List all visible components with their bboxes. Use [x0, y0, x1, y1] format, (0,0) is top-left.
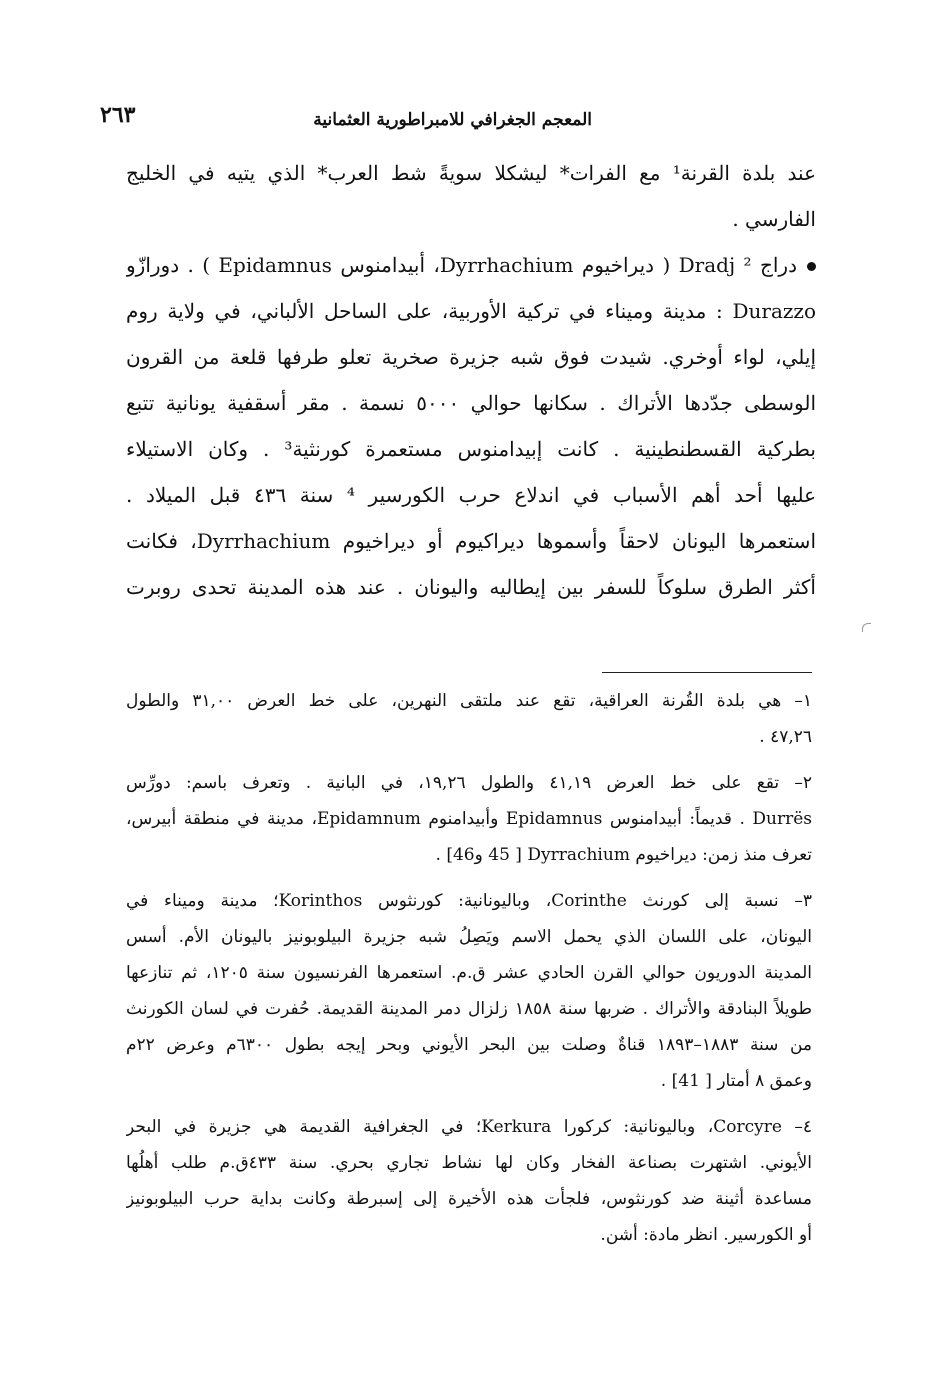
footnote-line: المدينة الدوريون حوالي القرن الحادي عشر ق.م. استعمرها الفرنسيون سنة ١٢٠٥، ثم تنازعها: [126, 963, 812, 983]
page-header: [100, 100, 812, 136]
footnote-line: تعرف منذ زمن: ديراخيوم Dyrrachium [ 45 و46] .: [435, 845, 812, 865]
footnotes: [126, 683, 812, 1263]
footnote-line: طويلاً البنادقة والأتراك . ضربها سنة ١٨٥٨ زلزال دمر المدينة القديمة. حُفرت في لسان الكورنث: [126, 999, 812, 1019]
text-line: إيلي، لواء أوخري. شيدت فوق شبه جزيرة صخرية تعلو طرفها قلعة من القرون: [126, 345, 816, 369]
footnote-line: مساعدة أثينة ضد كورنثوس، فلجأت هذه الأخيرة إلى إسبرطة وكانت بداية حرب البيلوبونيز: [126, 1189, 812, 1209]
footnote-1: [126, 683, 812, 755]
text-line: عليها أحد أهم الأسباب في اندلاع حرب الكورسير ⁴ سنة ٤٣٦ قبل الميلاد .: [126, 483, 816, 507]
footnote-line: الأيوني. اشتهرت بصناعة الفخار وكان لها نشاط تجاري بحري. سنة ٤٣٣ق.م طلب أهلُها: [126, 1153, 812, 1173]
text-line: استعمرها اليونان لاحقاً وأسموها ديراكيوم أو ديراخيوم Dyrrhachium، فكانت: [126, 529, 816, 553]
footnote-2: [126, 765, 812, 873]
text-line: الفارسي .: [732, 207, 816, 231]
text-line: الوسطى جدّدها الأتراك . سكانها حوالي ٥٠٠٠ نسمة . مقر أسقفية يونانية تتبع: [126, 391, 816, 415]
footnote-line: Durrës . قديماً: أبيدامنوس Epidamnus وأبيدامنوم Epidamnum، مدينة في منطقة أبيرس،: [126, 809, 812, 829]
entry-heading-text: دراج Dradj ² ( ديراخيوم Dyrrhachium، أبيدامنوس Epidamnus ) . دورازّو: [126, 253, 797, 277]
text-line: أكثر الطرق سلوكاً للسفر بين إيطاليه واليونان . عند هذه المدينة تحدى روبرت: [126, 575, 816, 599]
main-text: [126, 150, 816, 610]
footnote-line: ١– هي بلدة القُرنة العراقية، تقع عند ملتقى النهرين، على خط العرض ٣١,٠٠ والطول: [126, 691, 812, 711]
page-number: ٢٦٣: [100, 102, 136, 128]
footnote-3: [126, 883, 812, 1099]
footnote-line: أو الكورسير. انظر مادة: أشن.: [600, 1225, 812, 1245]
footnote-line: ٣– نسبة إلى كورنث Corinthe، وباليونانية: كورنثوس Korinthos؛ مدينة وميناء في: [126, 891, 812, 911]
footnote-line: اليونان، على اللسان الذي يحمل الاسم ويَصِلُ شبه جزيرة البيلوبونيز باليونان الأم. أسس: [126, 927, 812, 947]
footnote-divider: [602, 672, 812, 673]
running-title: المعجم الجغرافي للامبراطورية العثمانية: [313, 110, 592, 130]
text-line: Durazzo : مدينة وميناء في تركية الأوربية، على الساحل الألباني، في ولاية روم: [126, 299, 816, 323]
text-line: عند بلدة القرنة¹ مع الفرات* ليشكلا سويةً شط العرب* الذي يتيه في الخليج: [126, 161, 816, 185]
bullet-icon: [807, 262, 816, 271]
footnote-line: وعمق ٨ أمتار [ 41] .: [660, 1071, 812, 1091]
entry-heading-line: [126, 242, 816, 288]
text-line: بطركية القسطنطينية . كانت إبيدامنوس مستعمرة كورنثية³ . وكان الاستيلاء: [126, 437, 816, 461]
margin-mark: [862, 623, 871, 632]
footnote-line: من سنة ١٨٨٣–١٨٩٣ قناةٌ وصلت بين البحر الأيوني وبحر إيجه بطول ٦٣٠٠م وعرض ٢٢م: [126, 1035, 812, 1055]
footnote-line: ٤– Corcyre، وباليونانية: كركورا Kerkura؛ في الجغرافية القديمة هي جزيرة في البحر: [126, 1117, 812, 1137]
footnote-line: ٢– تقع على خط العرض ٤١,١٩ والطول ١٩,٢٦، في البانية . وتعرف باسم: دورِّس: [126, 773, 812, 793]
footnote-4: [126, 1109, 812, 1253]
footnote-line: ٤٧,٢٦ .: [759, 727, 812, 747]
